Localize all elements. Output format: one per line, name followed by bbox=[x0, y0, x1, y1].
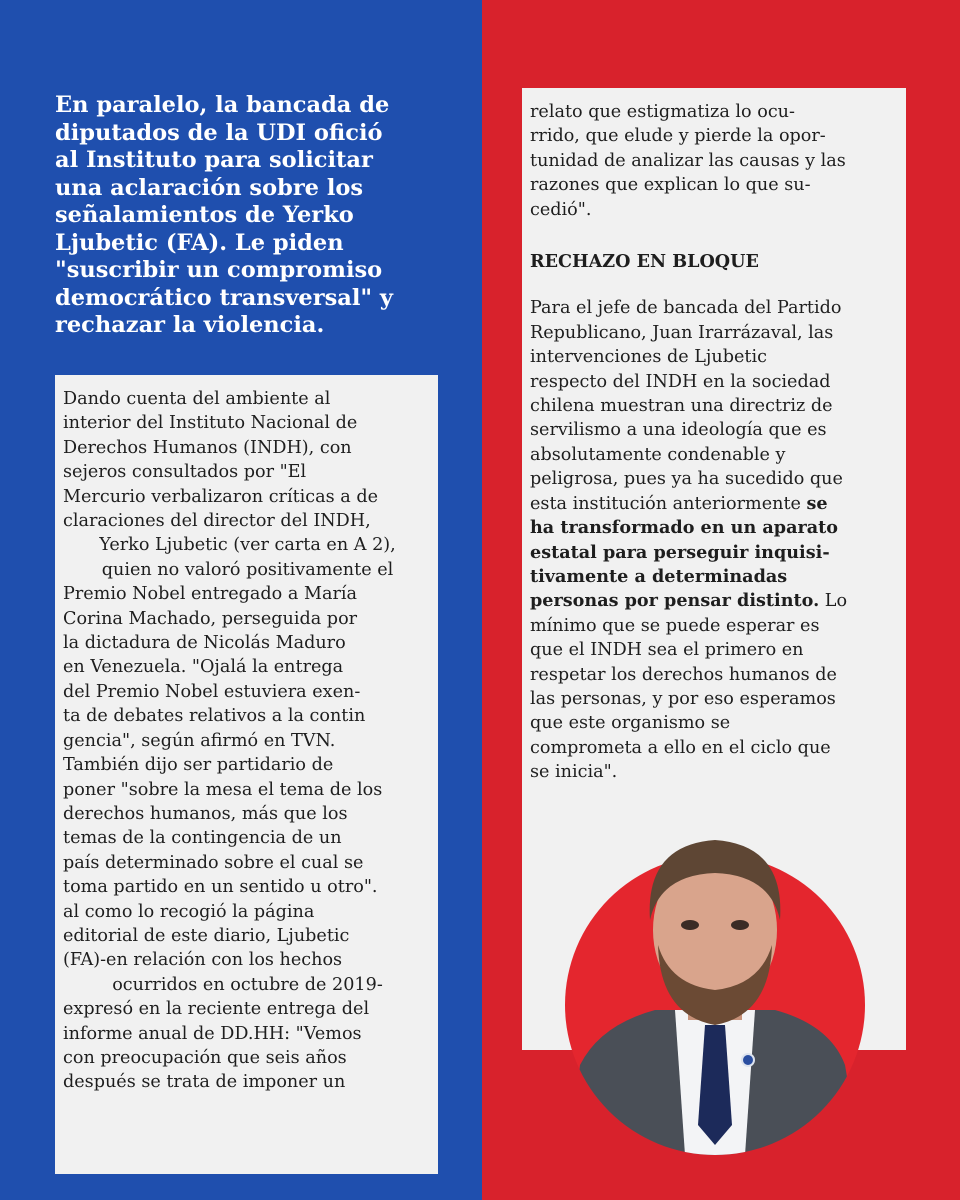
article-line: con preocupación que seis años bbox=[63, 1047, 347, 1068]
section-subheading: RECHAZO EN BLOQUE bbox=[530, 251, 759, 273]
bold-text: personas por pensar distinto. bbox=[530, 590, 820, 612]
article-line: expresó en la reciente entrega del bbox=[63, 999, 370, 1020]
article-line: interior del Instituto Nacional de bbox=[63, 413, 358, 434]
article-line: toma partido en un sentido u otro". bbox=[63, 877, 378, 898]
left-eye bbox=[681, 920, 699, 930]
article-line: peligrosa, pues ya ha sucedido que bbox=[530, 469, 843, 490]
article-line: quien no valoró positivamente el bbox=[101, 559, 394, 580]
article-line: absolutamente condenable y bbox=[530, 444, 786, 465]
article-line: Para el jefe de bancada del Partido bbox=[530, 298, 842, 319]
article-line: del Premio Nobel estuviera exen- bbox=[63, 681, 361, 702]
article-line: se inicia". bbox=[530, 762, 618, 783]
headline bbox=[55, 92, 450, 340]
lapel-pin bbox=[742, 1054, 754, 1066]
article-line: que este organismo se bbox=[530, 713, 731, 734]
bold-line: estatal para perseguir inquisi- bbox=[530, 541, 830, 563]
article-text: esta institución anteriormente bbox=[530, 493, 807, 514]
article-line: (FA)-en relación con los hechos bbox=[63, 950, 343, 971]
article-line: en Venezuela. "Ojalá la entrega bbox=[63, 657, 344, 678]
article-line: ta de debates relativos a la contin bbox=[63, 706, 366, 727]
headline-line: Ljubetic (FA). Le piden bbox=[55, 229, 344, 256]
article-line: Republicano, Juan Irarrázaval, las bbox=[530, 322, 834, 343]
headline-line: una aclaración sobre los bbox=[55, 174, 364, 201]
headline-line: En paralelo, la bancada de bbox=[55, 92, 390, 118]
article-line: informe anual de DD.HH: "Vemos bbox=[63, 1023, 362, 1044]
bold-text: se bbox=[806, 492, 828, 514]
article-line: intervenciones de Ljubetic bbox=[530, 347, 767, 368]
portrait-photo bbox=[560, 825, 870, 1155]
article-line: ocurridos en octubre de 2019- bbox=[112, 974, 383, 995]
article-line: al como lo recogió la página bbox=[63, 901, 315, 922]
article-line: También dijo ser partidario de bbox=[63, 755, 334, 776]
article-line: derechos humanos, más que los bbox=[63, 803, 348, 824]
headline-line: diputados de la UDI ofició bbox=[55, 119, 383, 146]
article-line: que el INDH sea el primero en bbox=[530, 640, 804, 661]
article-line: respecto del INDH en la sociedad bbox=[530, 371, 831, 392]
article-line: la dictadura de Nicolás Maduro bbox=[63, 633, 346, 654]
article-line: temas de la contingencia de un bbox=[63, 828, 342, 849]
article-line: Corina Machado, perseguida por bbox=[63, 608, 358, 629]
article-line: Premio Nobel entregado a María bbox=[63, 584, 357, 605]
article-line: Dando cuenta del ambiente al bbox=[63, 389, 331, 409]
article-line: país determinado sobre el cual se bbox=[63, 852, 364, 873]
article-line: cedió". bbox=[530, 199, 592, 220]
bold-line: tivamente a determinadas bbox=[530, 565, 788, 587]
left-article-panel bbox=[55, 375, 438, 1174]
article-line: rrido, que elude y pierde la opor- bbox=[530, 126, 826, 147]
article-line: comprometa a ello en el ciclo que bbox=[530, 737, 831, 758]
article-line: editorial de este diario, Ljubetic bbox=[63, 925, 350, 946]
article-text: Lo bbox=[819, 591, 848, 612]
article-line: gencia", según afirmó en TVN. bbox=[63, 730, 336, 751]
article-line: las personas, y por eso esperamos bbox=[530, 688, 836, 709]
article-line-mixed bbox=[530, 589, 900, 613]
article-line-mixed bbox=[530, 492, 900, 516]
headline-line: rechazar la violencia. bbox=[55, 312, 325, 338]
article-line: Yerko Ljubetic (ver carta en A 2), bbox=[99, 535, 396, 556]
headline-line: democrático transversal" y bbox=[55, 284, 393, 311]
right-eye bbox=[731, 920, 749, 930]
article-line: sejeros consultados por "El bbox=[63, 462, 307, 483]
paragraph-gap bbox=[530, 222, 900, 250]
article-line: razones que explican lo que su- bbox=[530, 175, 811, 196]
article-line: Mercurio verbalizaron críticas a de bbox=[63, 486, 379, 507]
article-line: respetar los derechos humanos de bbox=[530, 664, 837, 685]
article-line: relato que estigmatiza lo ocu- bbox=[530, 102, 795, 122]
headline-line: al Instituto para solicitar bbox=[55, 147, 373, 173]
article-line: chilena muestran una directriz de bbox=[530, 396, 833, 417]
article-line: tunidad de analizar las causas y las bbox=[530, 150, 846, 171]
headline-line: "suscribir un compromiso bbox=[55, 257, 383, 283]
article-line: servilismo a una ideología que es bbox=[530, 420, 827, 441]
article-line: Derechos Humanos (INDH), con bbox=[63, 437, 352, 458]
article-line: claraciones del director del INDH, bbox=[63, 511, 371, 532]
bold-line: ha transformado en un aparato bbox=[530, 517, 839, 539]
paragraph-gap bbox=[530, 274, 900, 296]
article-line: mínimo que se puede esperar es bbox=[530, 615, 820, 636]
article-line: poner "sobre la mesa el tema de los bbox=[63, 779, 383, 800]
headline-line: señalamientos de Yerko bbox=[55, 202, 354, 228]
article-line: después se trata de imponer un bbox=[63, 1072, 346, 1093]
